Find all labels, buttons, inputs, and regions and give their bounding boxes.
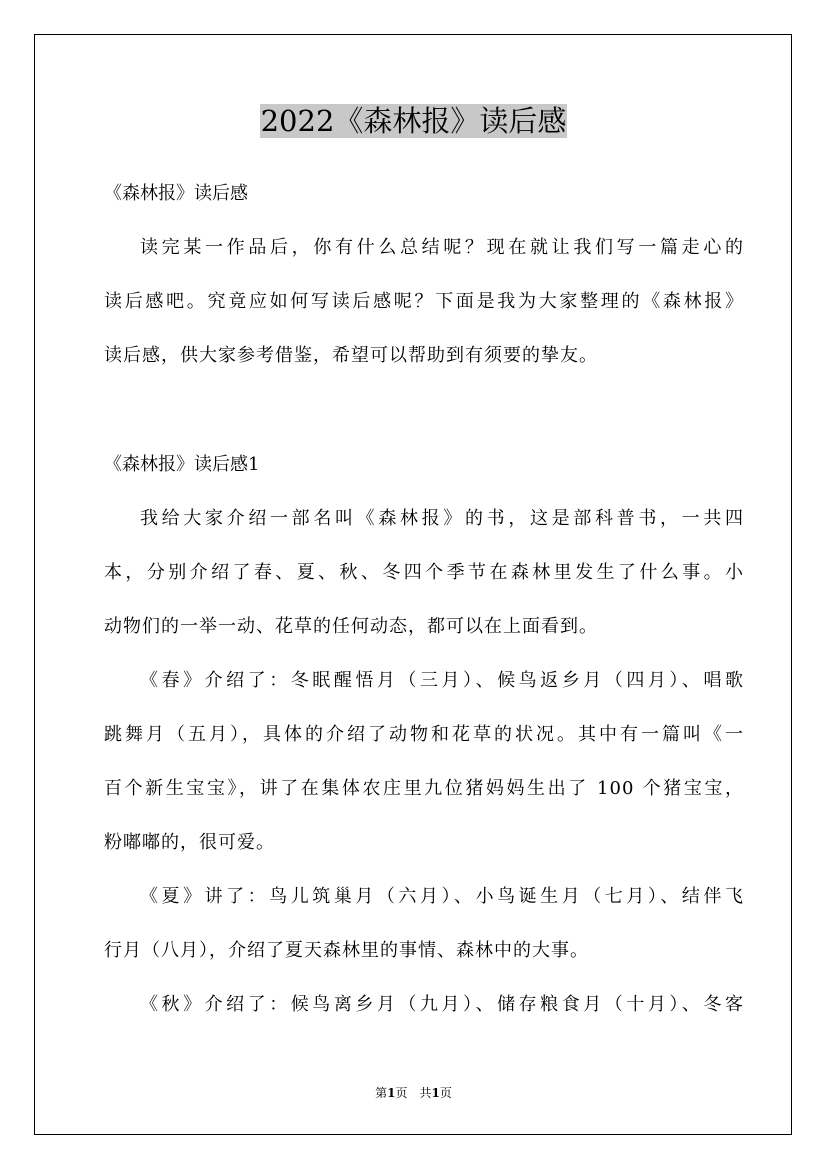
intro-line: 读后感吧。究竟应如何写读后感呢？下面是我为大家整理的《森林报》 [104, 291, 744, 312]
page-footer [0, 1084, 827, 1101]
intro-line: 读完某一作品后，你有什么总结呢？现在就让我们写一篇走心的 [140, 237, 744, 258]
body-line: 粉嘟嘟的，很可爱。 [104, 832, 275, 853]
footer-prefix: 第 [375, 1086, 388, 1100]
body-line: 《秋》介绍了：候鸟离乡月（九月）、储存粮食月（十月）、冬客 [140, 994, 744, 1015]
footer-suffix: 页 [439, 1086, 452, 1100]
document-title-text: 2022《森林报》读后感 [260, 104, 567, 138]
section-heading: 《森林报》读后感1 [104, 454, 260, 475]
body-line: 本，分别介绍了春、夏、秋、冬四个季节在森林里发生了什么事。小 [104, 562, 744, 583]
body-line: 我给大家介绍一部名叫《森林报》的书，这是部科普书，一共四 [140, 508, 744, 529]
body-line: 跳舞月（五月），具体的介绍了动物和花草的状况。其中有一篇叫《一 [104, 724, 744, 745]
intro-line: 读后感，供大家参考借鉴，希望可以帮助到有须要的挚友。 [104, 345, 598, 366]
body-line: 百个新生宝宝》，讲了在集体农庄里九位猪妈妈生出了 100 个猪宝宝， [104, 778, 744, 799]
footer-page-total: 1 [431, 1086, 440, 1100]
footer-page-number: 1 [387, 1086, 396, 1100]
body-line: 动物们的一举一动、花草的任何动态，都可以在上面看到。 [104, 616, 598, 637]
body-line: 行月（八月），介绍了夏天森林里的事情、森林中的大事。 [104, 940, 589, 961]
footer-mid: 页 共 [395, 1086, 432, 1100]
body-line: 《春》介绍了：冬眠醒悟月（三月）、候鸟返乡月（四月）、唱歌 [140, 670, 744, 691]
document-title [0, 100, 827, 142]
body-line: 《夏》讲了：鸟儿筑巢月（六月）、小鸟诞生月（七月）、结伴飞 [140, 886, 744, 907]
subtitle: 《森林报》读后感 [104, 183, 248, 204]
